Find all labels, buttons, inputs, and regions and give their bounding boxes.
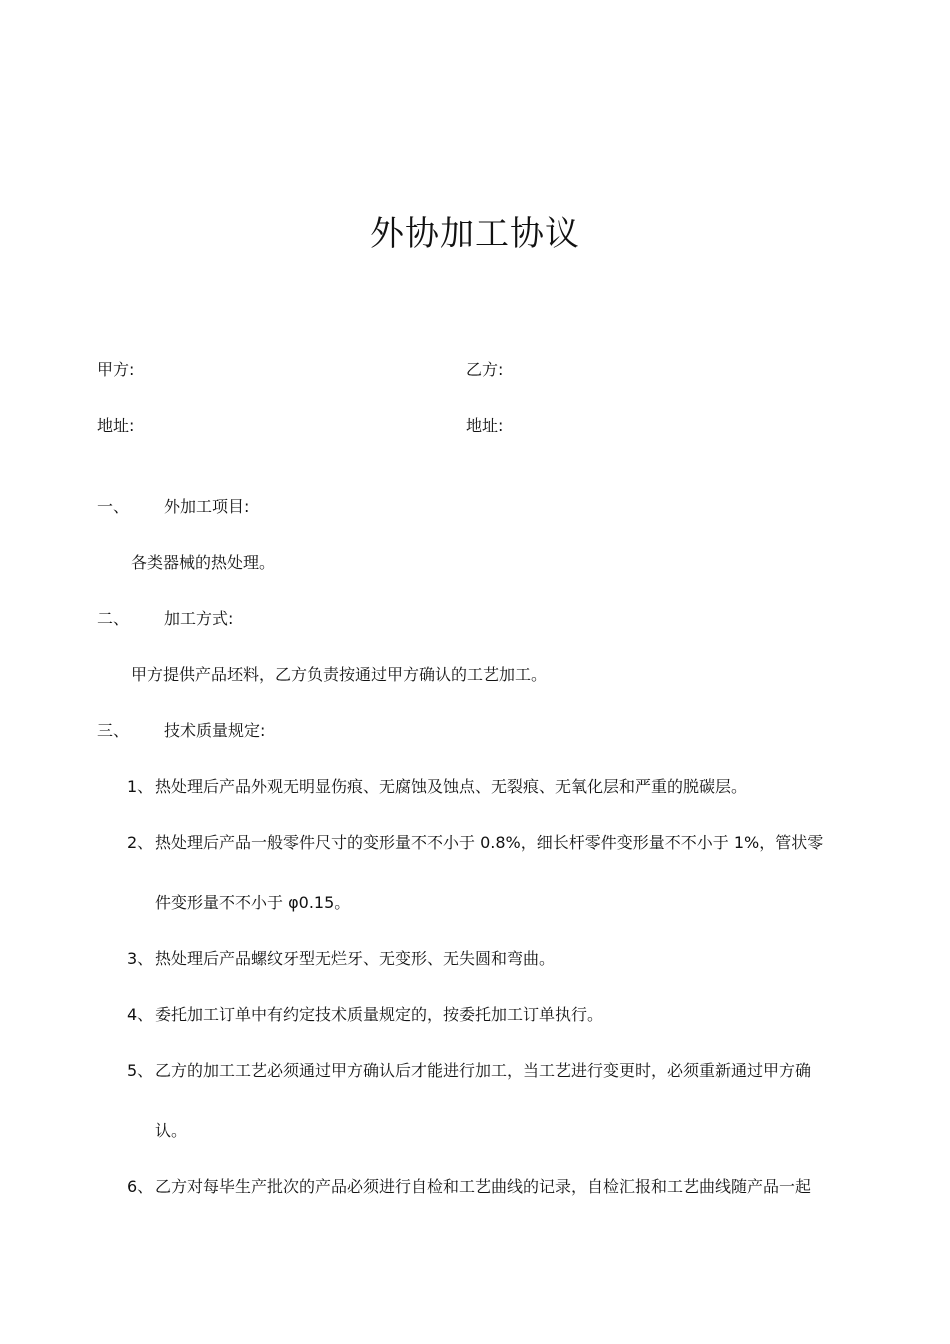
section-number: 三、 — [97, 721, 130, 740]
list-item-text: 乙方的加工工艺必须通过甲方确认后才能进行加工，当工艺进行变更时，必须重新通过甲方确 — [155, 1061, 812, 1080]
party-a-address-label: 地址: — [97, 416, 135, 435]
list-item-text: 委托加工订单中有约定技术质量规定的，按委托加工订单执行。 — [155, 1005, 604, 1024]
section-body: 各类器械的热处理。 — [131, 553, 276, 572]
party-b-label: 乙方: — [466, 360, 504, 379]
list-item-number: 6、 — [127, 1177, 154, 1196]
list-item-text: 热处理后产品外观无明显伤痕、无腐蚀及蚀点、无裂痕、无氧化层和严重的脱碳层。 — [155, 777, 748, 796]
list-item-text: 热处理后产品螺纹牙型无烂牙、无变形、无失圆和弯曲。 — [155, 949, 556, 968]
list-item-text-continued: 件变形量不不小于 φ0.15。 — [155, 893, 351, 912]
section-title: 技术质量规定: — [164, 721, 266, 740]
list-item-text-continued: 认。 — [155, 1121, 188, 1140]
list-item-text: 热处理后产品一般零件尺寸的变形量不不小于 0.8%，细长杆零件变形量不不小于 1%，管状零 — [155, 833, 824, 852]
list-item-number: 1、 — [127, 777, 154, 796]
list-item-number: 2、 — [127, 833, 154, 852]
party-b-address-label: 地址: — [466, 416, 504, 435]
section-number: 二、 — [97, 609, 130, 628]
section-title: 加工方式: — [164, 609, 234, 628]
party-a-label: 甲方: — [97, 360, 135, 379]
list-item-number: 4、 — [127, 1005, 154, 1024]
section-body: 甲方提供产品坯料，乙方负责按通过甲方确认的工艺加工。 — [131, 665, 548, 684]
section-title: 外加工项目: — [164, 497, 250, 516]
list-item-number: 5、 — [127, 1061, 154, 1080]
document-title: 外协加工协议 — [370, 214, 580, 254]
list-item-text: 乙方对每毕生产批次的产品必须进行自检和工艺曲线的记录，自检汇报和工艺曲线随产品一起 — [155, 1177, 812, 1196]
section-number: 一、 — [97, 497, 130, 516]
list-item-number: 3、 — [127, 949, 154, 968]
